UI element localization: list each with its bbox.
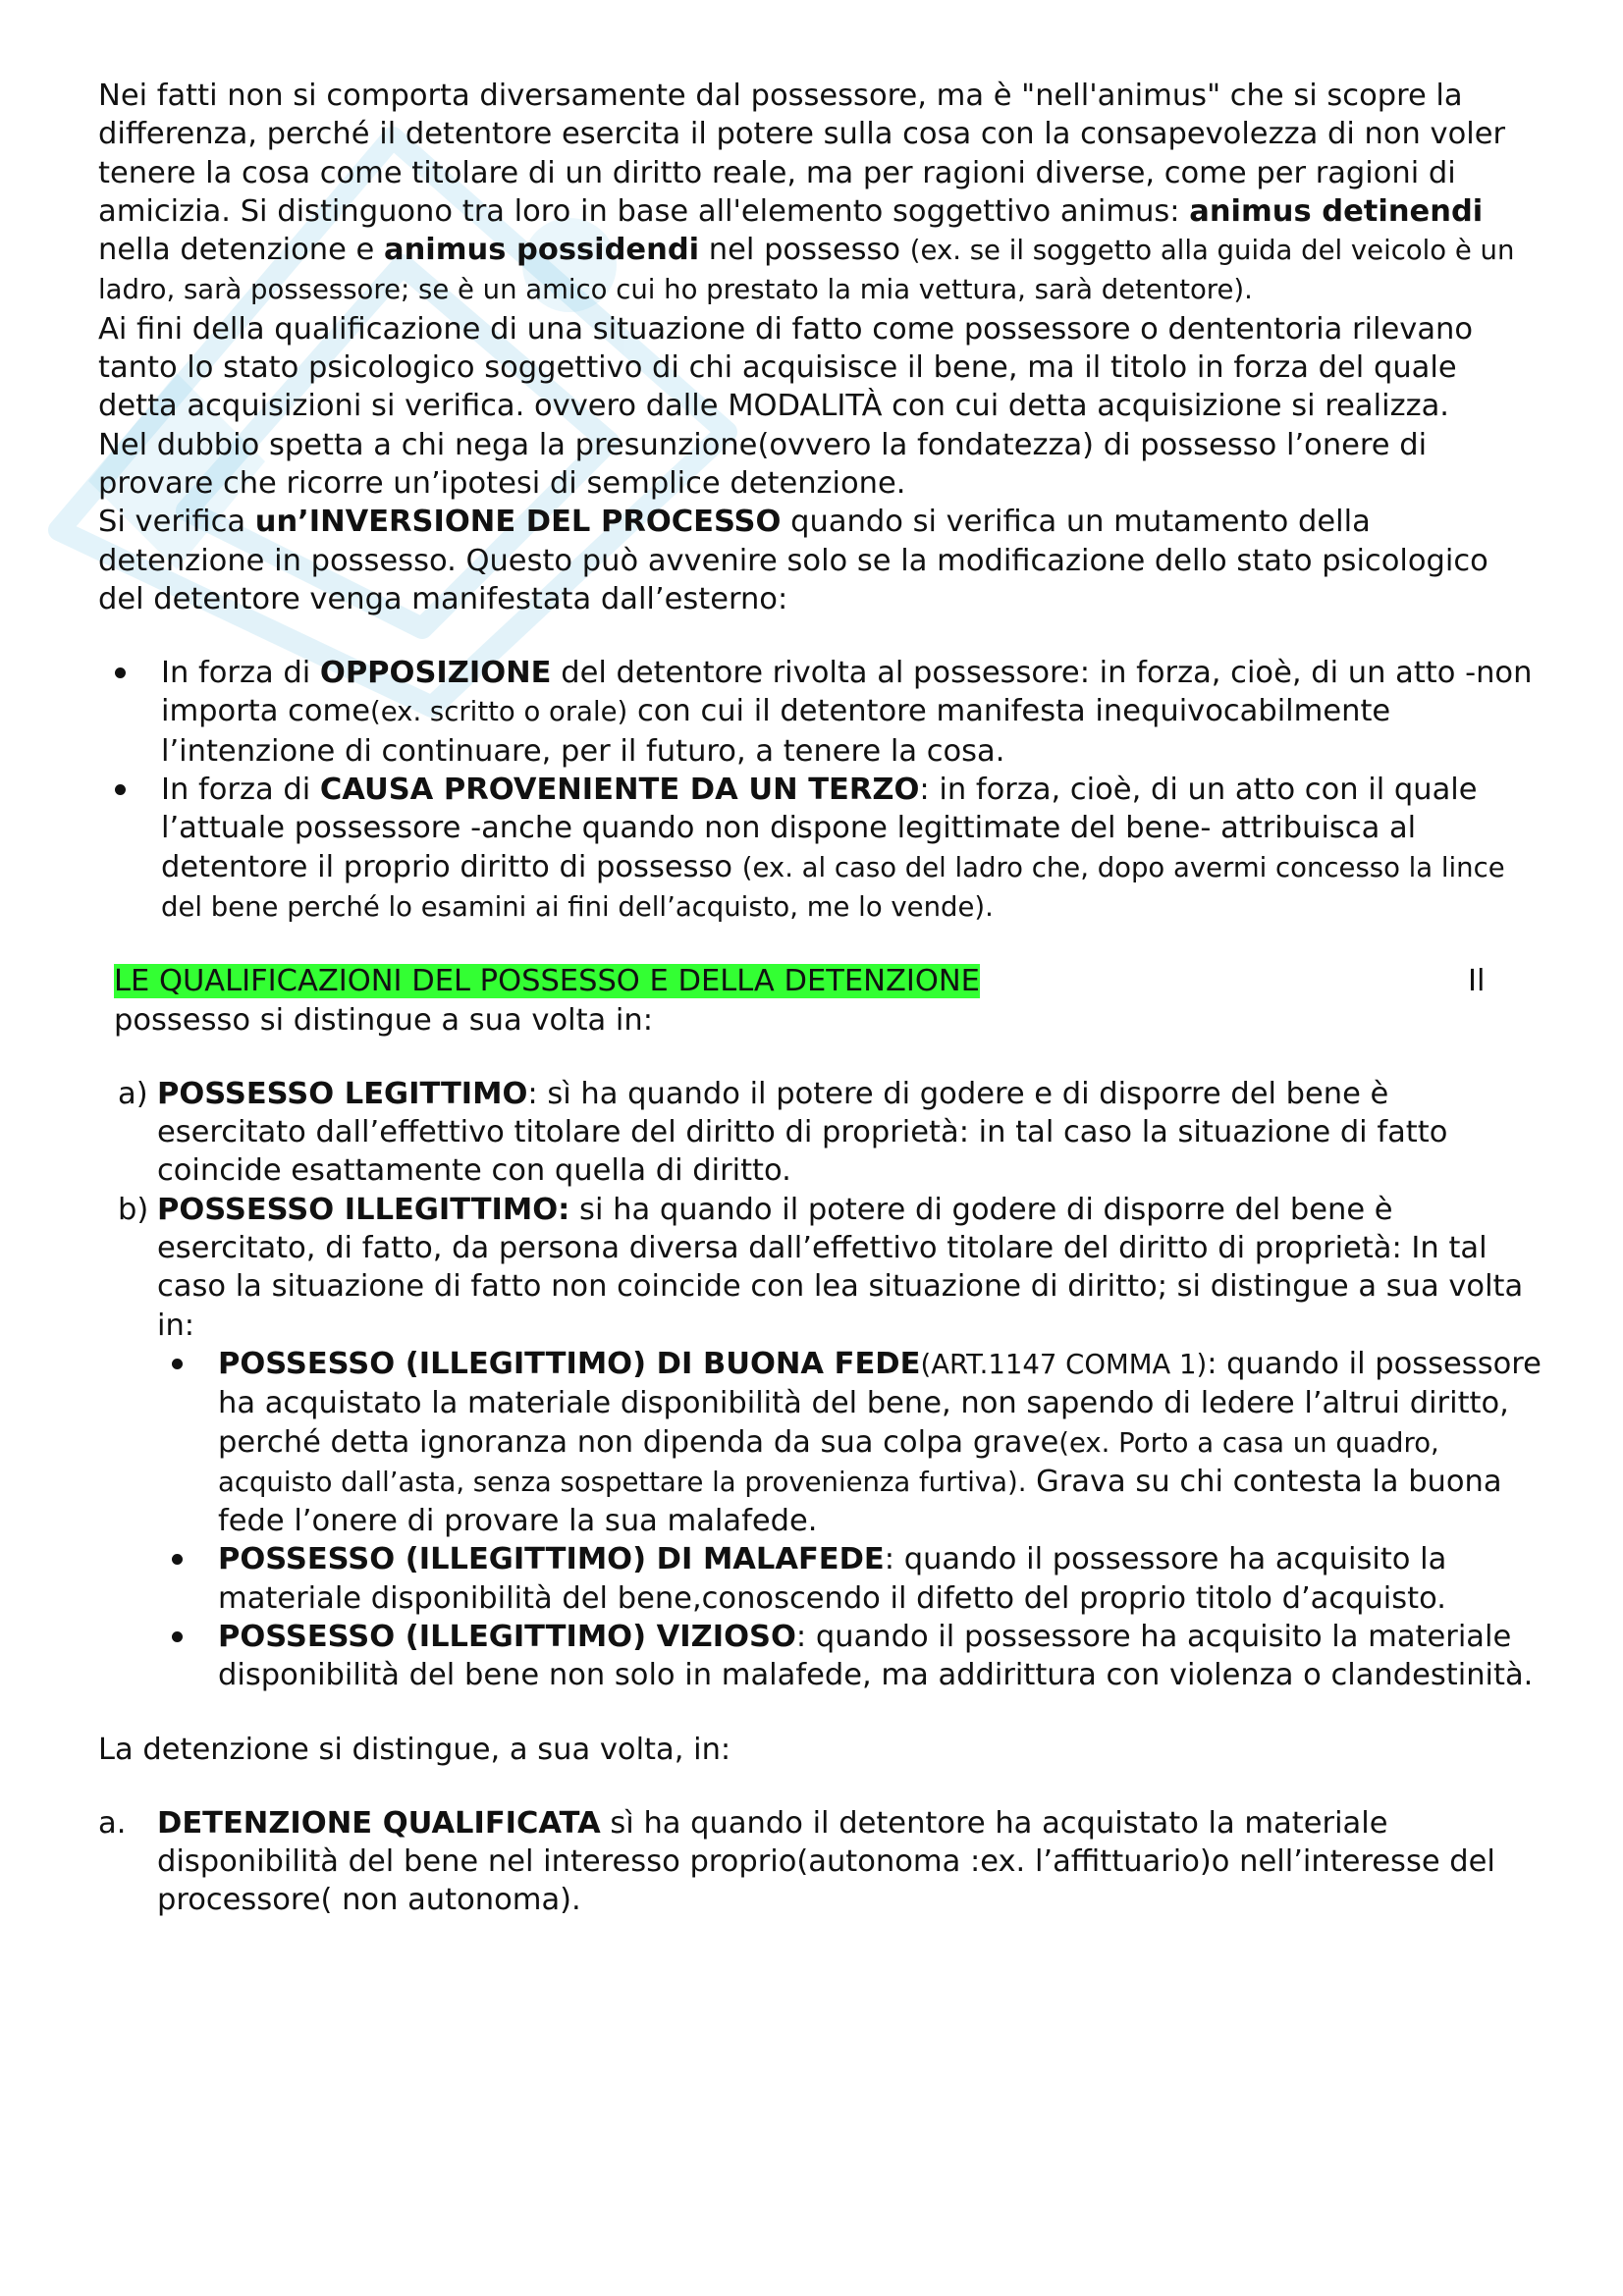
bullet-icon xyxy=(172,1554,183,1565)
detenzione-list xyxy=(98,1804,1542,1920)
list-item: a) POSSESSO LEGITTIMO: sì ha quando il potere di godere e di disporre del bene è esercitato dall’effettivo titolare del diritto di proprietà: in tal caso la situazione di fatto coincide esattamente con quella di diritto. xyxy=(118,1076,1448,1189)
list-item: In forza di OPPOSIZIONE del detentore rivolta al possessore: in forza, cioè, di un atto -non importa come(ex. scritto o orale) con cui il detentore manifesta inequivocabilmente l’intenzione di continuare, per il futuro, a tenere la cosa. xyxy=(98,654,1542,771)
possesso-list xyxy=(98,1075,1542,1695)
inversione-list xyxy=(98,654,1542,927)
section-heading-row xyxy=(98,962,1542,1000)
paragraph-animus: Nei fatti non si comporta diversamente dal possessore, ma è "nell'animus" che si scopre la differenza, perché il detentore esercita il potere sulla cosa con la consapevolezza di non voler tenere la cosa come titolare di un diritto reale, ma per ragioni diverse, come per ragioni di amicizia. Si distinguono tra loro in base all'elemento soggettivo animus: animus detinendi nella detenzione e animus possidendi nel possesso (ex. se il soggetto alla guida del veicolo è un ladro, sarà possessore; se è un amico cui ho prestato la mia vettura, sarà detentore). xyxy=(98,79,1515,306)
paragraph-inversione: Si verifica un’INVERSIONE DEL PROCESSO quando si verifica un mutamento della detenzione in possesso. Questo può avvenire solo se la modificazione dello stato psicologico del detentore venga manifestata dall’esterno: xyxy=(98,505,1488,616)
list-item: In forza di CAUSA PROVENIENTE DA UN TERZO: in forza, cioè, di un atto con il quale l’attuale possessore -anche quando non dispone legittimate del bene- attribuisca al detentore il proprio diritto di possesso (ex. al caso del ladro che, dopo avermi concesso la lince del bene perché lo esamini ai fini dell’acquisto, me lo vende). xyxy=(98,771,1542,927)
section-heading: LE QUALIFICAZIONI DEL POSSESSO E DELLA DETENZIONE xyxy=(114,964,980,999)
paragraph-qualificazione: Ai fini della qualificazione di una situazione di fatto come possessore o dententoria rilevano tanto lo stato psicologico soggettivo di chi acquisisce il bene, ma il titolo in forza del quale detta acquisizioni si verifica. ovvero dalle MODALITÀ con cui detta acquisizione si realizza. xyxy=(98,311,1474,424)
heading-tail: Il xyxy=(1468,964,1486,999)
list-item: POSSESSO (ILLEGITTIMO) DI MALAFEDE: quando il possessore ha acquisito la materiale disponibilità del bene,conoscendo il difetto del proprio titolo d’acquisto. xyxy=(157,1540,1542,1618)
bullet-icon xyxy=(115,667,126,678)
section-intro: possesso si distingue a sua volta in: xyxy=(114,1002,653,1038)
bullet-icon xyxy=(172,1359,183,1369)
bullet-icon xyxy=(172,1631,183,1642)
detenzione-intro: La detenzione si distingue, a sua volta, in: xyxy=(98,1732,731,1767)
list-item: b) POSSESSO ILLEGITTIMO: si ha quando il potere di godere di disporre del bene è esercitato, di fatto, da persona diversa dall’effettivo titolare del diritto di proprietà: In tal caso la situazione di fatto non coincide con lea situazione di diritto; si distingue a sua volta in: POSSESSO (ILLEGITTIMO) DI BUONA FEDE(ART.1147 COMMA 1): quando il possessore ha acquistato la materiale disponibilità del bene, non sapendo di ledere l’altrui diritto, perché detta ignoranza non dipenda da sua colpa grave(ex. Porto a casa un quadro, acquisto dall’asta, senza sospettare la provenienza furtiva). Grava su chi contesta la buona fede l’onere di provare la sua malafede. POSSESSO (ILLEGITTIMO) DI MALAFEDE: quando il possessore ha acquisito la materiale disponibilità del bene,conoscendo il difetto del proprio titolo d’acquisto. POSSESSO (ILLEGITTIMO) VIZIOSO: quando il possessore ha acquisito la materiale disponibilità del bene non solo in malafede, ma addirittura con violenza o clandestinità. xyxy=(98,1191,1542,1695)
possesso-illegittimo-list xyxy=(157,1345,1542,1695)
document-page xyxy=(98,77,1542,1920)
list-item: POSSESSO (ILLEGITTIMO) VIZIOSO: quando il possessore ha acquisito la materiale disponibilità del bene non solo in malafede, ma addirittura con violenza o clandestinità. xyxy=(157,1618,1542,1695)
bullet-icon xyxy=(115,784,126,795)
list-item: a. DETENZIONE QUALIFICATA sì ha quando il detentore ha acquistato la materiale disponibilità del bene nel interesso proprio(autonoma :ex. l’affittuario)o nell’interesse del processore( non autonoma). xyxy=(98,1805,1495,1918)
list-item: POSSESSO (ILLEGITTIMO) DI BUONA FEDE(ART.1147 COMMA 1): quando il possessore ha acquistato la materiale disponibilità del bene, non sapendo di ledere l’altrui diritto, perché detta ignoranza non dipenda da sua colpa grave(ex. Porto a casa un quadro, acquisto dall’asta, senza sospettare la provenienza furtiva). Grava su chi contesta la buona fede l’onere di provare la sua malafede. xyxy=(157,1345,1542,1540)
paragraph-dubbio: Nel dubbio spetta a chi nega la presunzione(ovvero la fondatezza) di possesso l’onere di provare che ricorre un’ipotesi di semplice detenzione. xyxy=(98,427,1428,501)
